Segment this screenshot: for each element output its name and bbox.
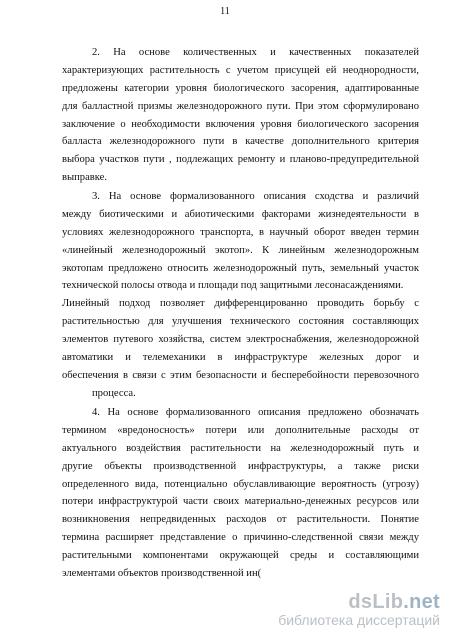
paragraph-4 xyxy=(62,404,419,583)
text-line: экотопам предложено относить железнодорожный путь, земельный участок xyxy=(62,262,419,274)
text-line: между биотическими и абиотическими факторами жизнедеятельности в xyxy=(62,208,419,220)
watermark-subtitle: библиотека диссертаций xyxy=(278,612,440,628)
text-line: 4. На основе формализованного описания предложено обозначать xyxy=(92,407,419,418)
watermark-logo-main: dsLib xyxy=(348,591,404,613)
paragraph-3 xyxy=(62,188,419,403)
text-line: 2. На основе количественных и качественных показателей xyxy=(92,47,419,58)
text-line: 3. На основе формализованного описания сходства и различий xyxy=(92,191,419,202)
text-line: обеспечения в связи с этим безопасности и бесперебойности перевозочного xyxy=(62,369,419,381)
text-line: растительностью для улучшения технического состояния составляющих xyxy=(62,316,419,328)
text-line: выбора участков пути , подлежащих ремонту и планово-предупредительной xyxy=(62,154,419,166)
text-line: предложены категории уровня биологического засорения, адаптированные xyxy=(62,82,419,94)
text-line: Линейный подход позволяет дифференцированно проводить борьбу с xyxy=(62,298,419,310)
watermark-logo xyxy=(278,591,440,614)
text-line: технической полосы отвода и площади под защитными лесонасаждениями. xyxy=(62,280,404,292)
text-line: элементов путевого хозяйства, систем электроснабжения, железнодорожной xyxy=(62,334,419,346)
text-line: балласта железнодорожного пути в качестве дополнительного критерия xyxy=(62,136,419,148)
text-line: характеризующих растительность с учетом присущей ей неоднородности, xyxy=(62,64,419,76)
text-line: заключение о необходимости включения уровня биологического засорения xyxy=(62,118,419,130)
text-line: «линейный железнодорожный экотоп». К линейным железнодорожным xyxy=(62,244,419,256)
text-line: условиях железнодорожного транспорта, в научный оборот введен термин xyxy=(62,226,419,238)
text-line: другие объекты производственной инфраструктуры, а также риски xyxy=(62,460,419,472)
text-line: процесса. xyxy=(92,387,136,399)
text-line: выправке. xyxy=(62,172,108,184)
text-line: определенного вида, потенциально обуславливающие вероятность (угрозу) xyxy=(62,478,419,490)
text-line: актуального воздействия растительности на железнодорожный путь и xyxy=(62,442,419,454)
text-line: термином «вредоносность» потери или дополнительные расходы от xyxy=(62,424,419,436)
paragraph-2 xyxy=(62,44,419,187)
page-number: 11 xyxy=(220,6,230,17)
text-line: термина расширяет представление о причинно-следственной связи между xyxy=(62,532,419,544)
text-line: растительными компонентами окружающей среды и составляющими xyxy=(62,550,419,562)
dslib-watermark xyxy=(278,591,440,628)
watermark-logo-tld: .net xyxy=(403,591,440,613)
text-line: потери инфраструктурой части своих материально-денежных ресурсов или xyxy=(62,496,419,508)
text-line: элементами объектов производственной ин( xyxy=(62,568,262,580)
text-line: автоматики и телемеханики в инфраструктуре железных дорог и xyxy=(62,352,419,364)
text-line: для балластной призмы железнодорожного пути. При этом сформулировано xyxy=(62,100,419,112)
text-line: возникновения непредвиденных расходов от растительности. Понятие xyxy=(62,514,419,526)
